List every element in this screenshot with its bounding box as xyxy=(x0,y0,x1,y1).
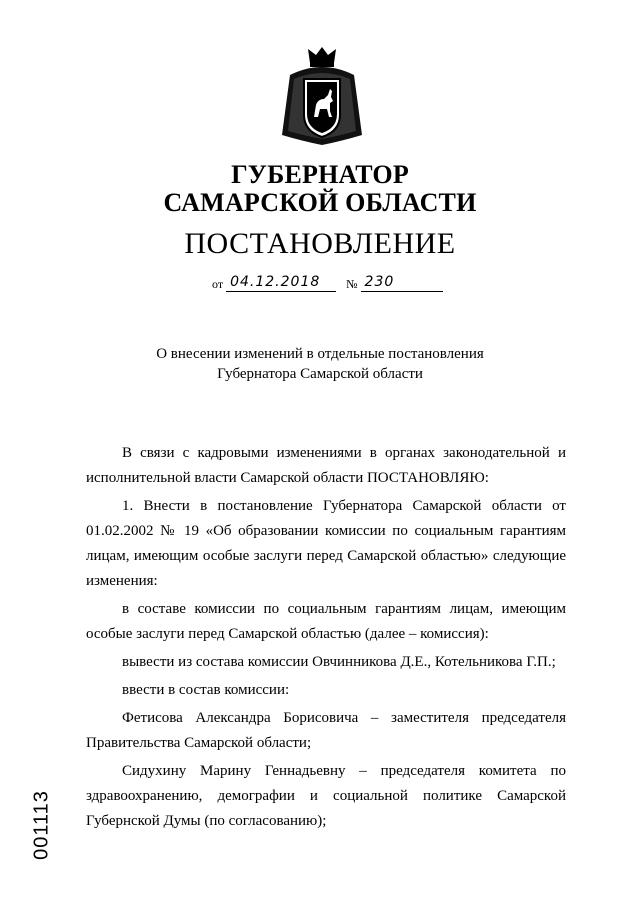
subject-line-2: Губернатора Самарской области xyxy=(217,366,423,382)
paragraph-preamble: В связи с кадровыми изменениями в органах законодательной и исполнительной власти Самарской области ПОСТАНОВЛЯЮ: xyxy=(86,445,566,486)
document-meta xyxy=(212,270,443,292)
date-value: 04.12.2018 xyxy=(226,273,336,292)
paragraph-clause-1: 1. Внести в постановление Губернатора Самарской области от 01.02.2002 № 19 «Об образовании комиссии по социальным гарантиям лицам, имеющим особые заслуги перед Самарской областью» следующие изменения: xyxy=(86,498,566,589)
governor-title: ГУБЕРНАТОР xyxy=(231,160,409,189)
number-label: № xyxy=(346,277,358,291)
region-title: САМАРСКОЙ ОБЛАСТИ xyxy=(163,188,477,217)
paragraph-commission: в составе комиссии по социальным гарантиям лицам, имеющим особые заслуги перед Самарской областью (далее – комиссия): xyxy=(86,601,566,642)
subject-line-1: О внесении изменений в отдельные постановления xyxy=(156,346,484,362)
body-text xyxy=(86,441,566,834)
paragraph-member-sidukhina: Сидухину Марину Геннадьевну – председателя комитета по здравоохранению, демографии и социальной политике Самарской Губернской Думы (по согласованию); xyxy=(86,763,566,829)
number-value: 230 xyxy=(361,273,443,292)
date-label: от xyxy=(212,277,224,291)
document-subject xyxy=(0,344,640,384)
paragraph-member-fetisov: Фетисова Александра Борисовича – заместителя председателя Правительства Самарской области; xyxy=(86,710,566,751)
document-type: ПОСТАНОВЛЕНИЕ xyxy=(184,227,456,260)
registration-stamp xyxy=(22,790,62,860)
registration-code: 001113 xyxy=(30,790,53,860)
coat-of-arms-emblem xyxy=(270,45,374,149)
paragraph-remove-members: вывести из состава комиссии Овчинникова Д.Е., Котельникова Г.П.; xyxy=(122,654,556,670)
paragraph-add-members: ввести в состав комиссии: xyxy=(122,682,290,698)
